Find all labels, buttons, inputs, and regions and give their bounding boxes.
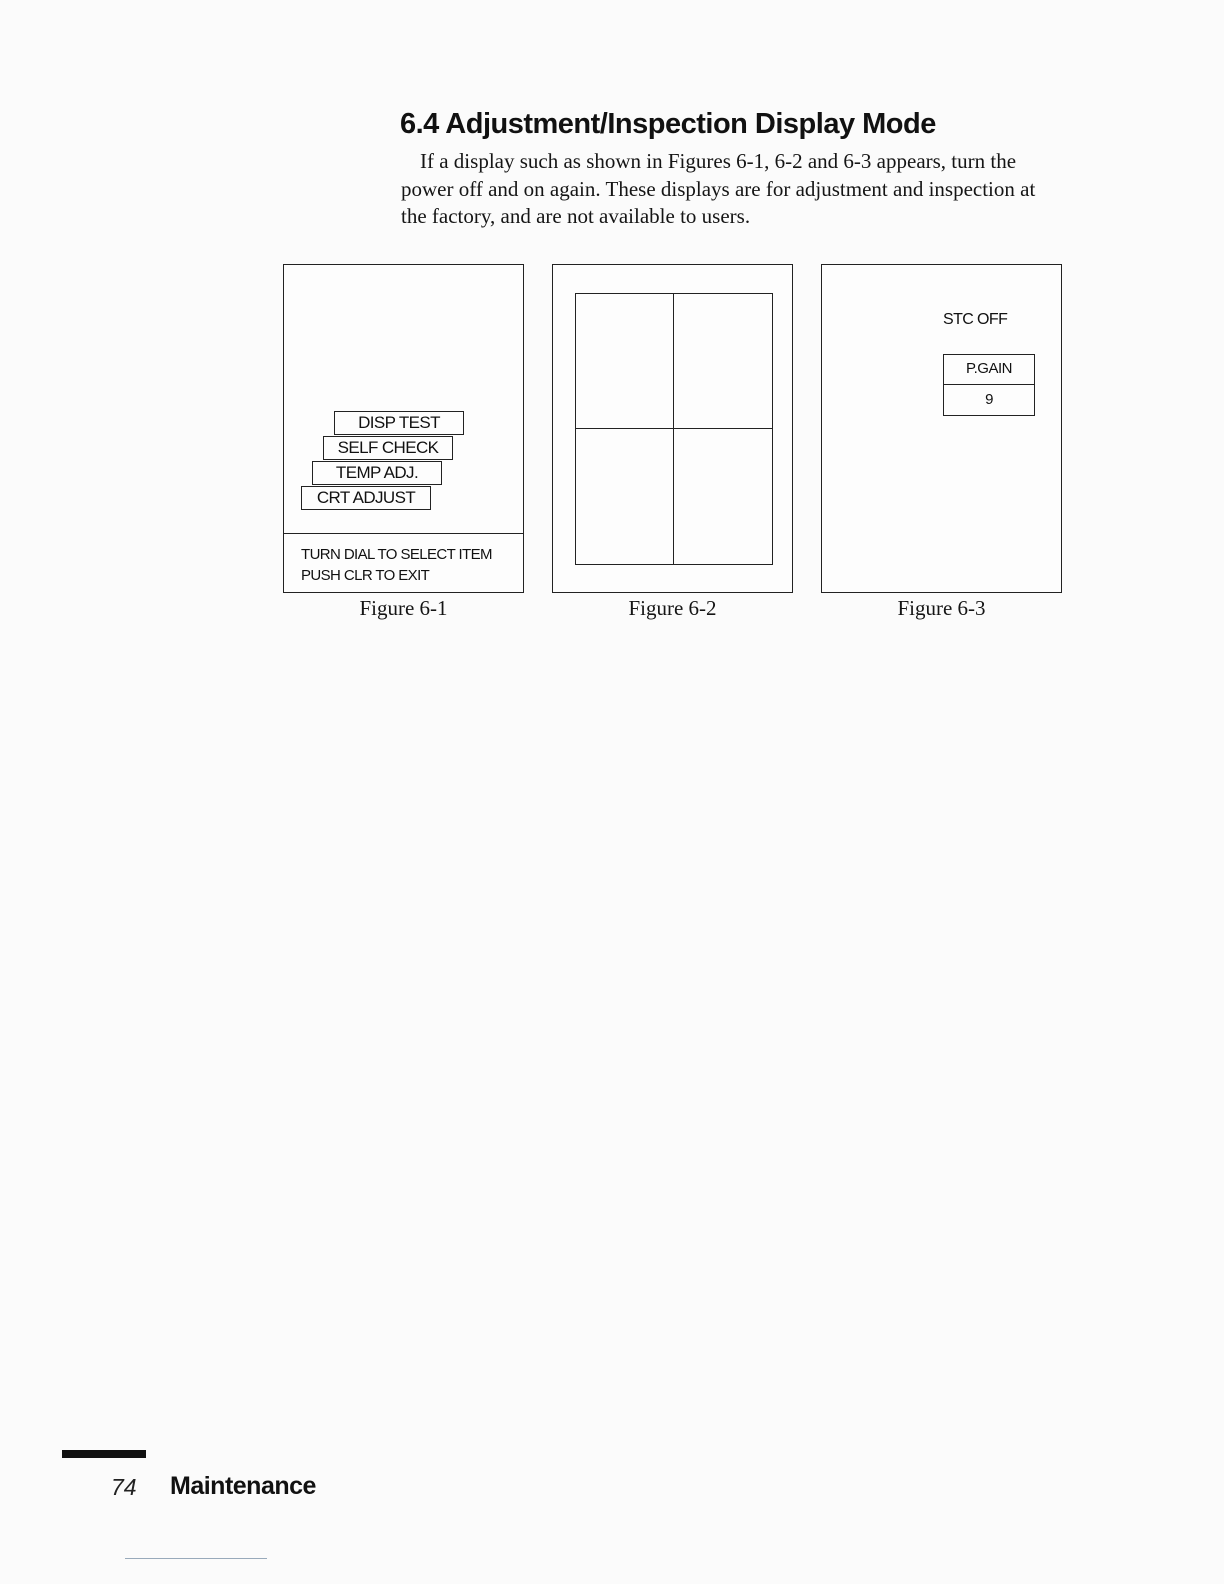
stc-status: STC OFF [943,311,1008,328]
scan-artifact-line [125,1558,267,1559]
figure-6-1-divider [284,533,523,534]
p-gain-box [943,354,1035,416]
figure-6-3-display [821,264,1062,593]
figure-6-2-caption: Figure 6-2 [628,596,717,620]
footer-rule [62,1450,146,1458]
figure-6-1-display [283,264,524,593]
figure-6-2-display [552,264,793,593]
figure-6-3-caption: Figure 6-3 [897,596,986,620]
grid-horizontal-line [576,428,772,429]
footer-section-name: Maintenance [170,1472,316,1500]
menu-item-crt-adjust: CRT ADJUST [301,486,431,510]
menu-item-disp-test: DISP TEST [334,411,464,435]
figure-6-1-caption: Figure 6-1 [359,596,448,620]
menu-item-temp-adj: TEMP ADJ. [312,461,442,485]
section-heading: 6.4 Adjustment/Inspection Display Mode [400,108,936,140]
p-gain-label: P.GAIN [944,355,1034,385]
intro-paragraph: If a display such as shown in Figures 6-1, 6-2 and 6-3 appears, turn the power off and on again. These displays are for adjustment and inspection at the factory, and are not available to users. [401,149,1036,228]
instruction-line-select: TURN DIAL TO SELECT ITEM [301,546,492,563]
page-number: 74 [111,1474,137,1500]
menu-item-self-check: SELF CHECK [323,436,453,460]
quad-grid [575,293,773,565]
grid-vertical-line [673,294,674,564]
instruction-line-exit: PUSH CLR TO EXIT [301,567,430,584]
p-gain-value: 9 [985,391,993,408]
figure-6-1-instructions [301,544,492,586]
